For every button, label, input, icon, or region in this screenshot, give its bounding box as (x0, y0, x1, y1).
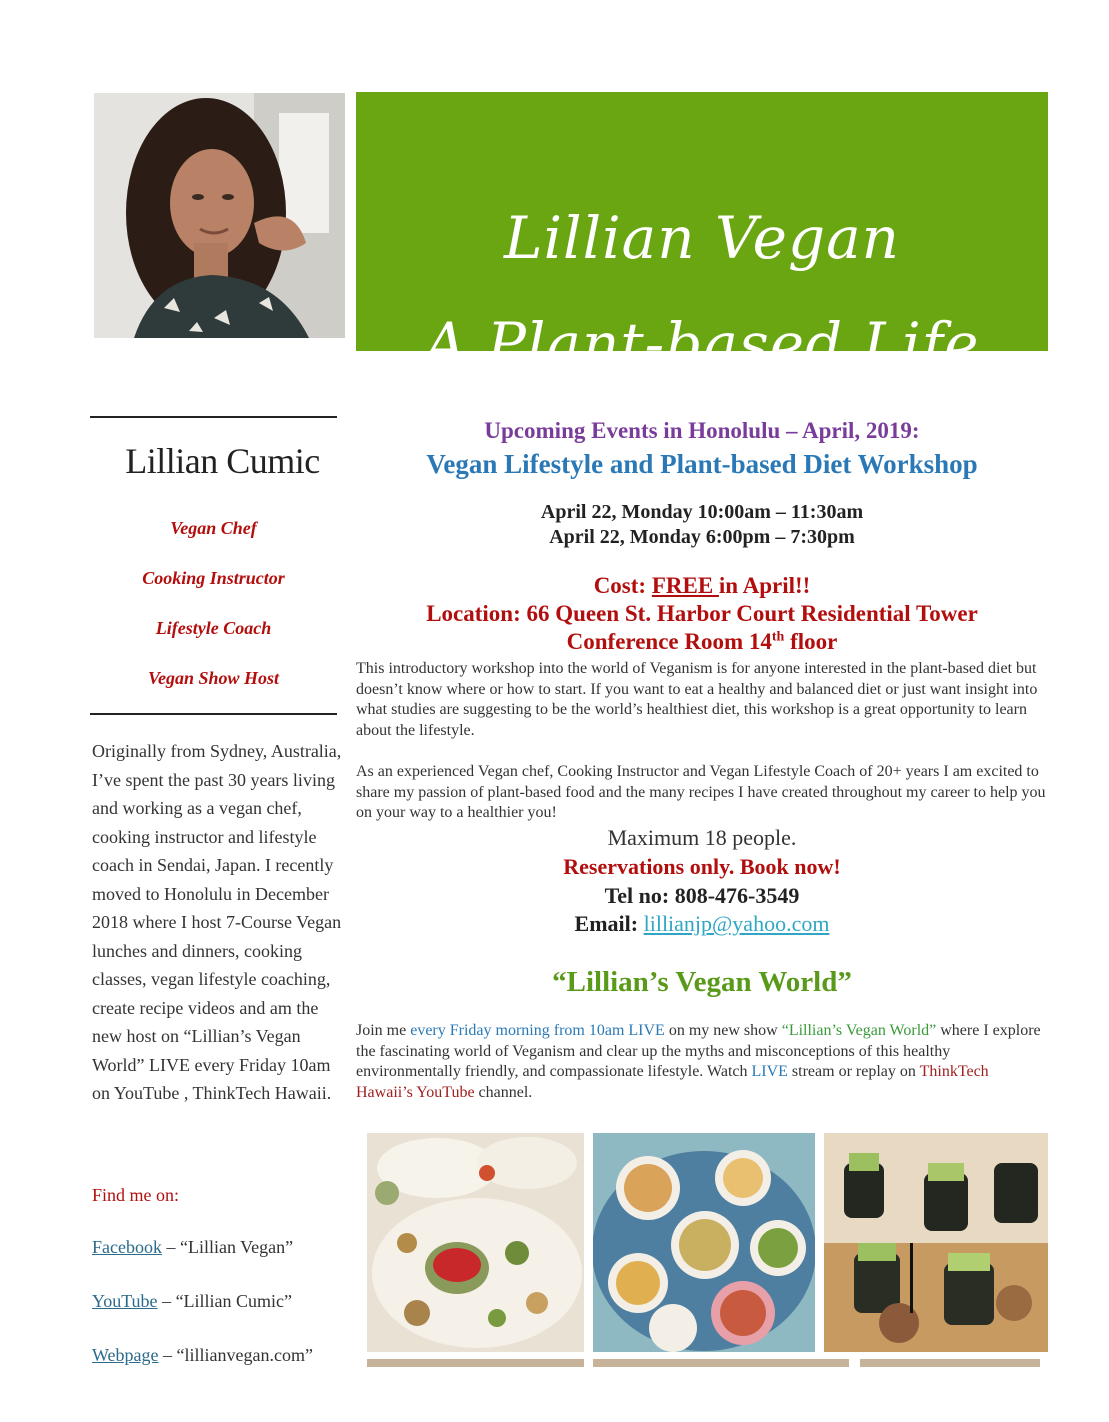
title-banner (356, 92, 1048, 378)
intro-paragraph: This introductory workshop into the world of Veganism is for anyone interested in the plant-based diet but doesn’t know where or how to start. If you want to eat a healthy and balanced diet or just want insight into what studies are suggesting to be the world’s healthiest diet, this workshop is a great opportunity to learn about the lifestyle. (356, 660, 1038, 739)
live-text: LIVE (751, 1063, 788, 1080)
max-people: Maximum 18 people. (607, 825, 797, 850)
show-paragraph (356, 1021, 1048, 1103)
show-heading: “Lillian’s Vegan World” (552, 966, 852, 998)
show-text: on my new show (664, 1022, 782, 1039)
social-facebook (92, 1237, 293, 1258)
sidebar-top-rule (90, 416, 337, 418)
events-heading: Upcoming Events in Honolulu – April, 2019: (484, 418, 920, 443)
food-photo-edge (593, 1359, 849, 1367)
youtube-link[interactable]: YouTube (92, 1291, 158, 1311)
social-webpage (92, 1345, 313, 1366)
show-text: where I explore the fascinating world of Veganism and clear up the myths and misconceptions of this healthy environmentally friendly, and compassionate lifestyle. Watch (356, 1022, 1041, 1080)
social-youtube (92, 1291, 292, 1312)
workshop-heading: Vegan Lifestyle and Plant-based Diet Workshop (426, 449, 978, 479)
cost-line (356, 573, 1048, 599)
channel-name: ThinkTech Hawaii’s YouTube (356, 1063, 989, 1101)
reservations-line: Reservations only. Book now! (563, 854, 841, 879)
food-photo (593, 1133, 815, 1352)
event-time: April 22, Monday 10:00am – 11:30am (540, 501, 864, 523)
portrait-photo (94, 93, 345, 338)
room-prefix: Conference Room 14 (566, 629, 772, 654)
role-item: Cooking Instructor (142, 568, 285, 588)
cost-prefix: Cost: (593, 573, 652, 598)
role-item: Lifestyle Coach (155, 618, 272, 638)
food-photo (824, 1133, 1048, 1352)
event-time: April 22, Monday 6:00pm – 7:30pm (549, 526, 855, 548)
experience-paragraph: As an experienced Vegan chef, Cooking Instructor and Vegan Lifestyle Coach of 20+ years I am excited to share my passion of plant-based food and the many recipes I have created throughout my career to help you on your way to a healthier you! (356, 763, 1046, 821)
show-text: stream or replay on (787, 1063, 920, 1080)
bio-text: Originally from Sydney, Australia, I’ve spent the past 30 years living and working as a vegan chef, cooking instructor and lifestyle coach in Sendai, Japan. I recently moved to Honolulu in December 2018 where I host 7-Course Vegan lunches and dinners, cooking classes, vegan lifestyle coaching, create recipe videos and am the new host on “Lillian’s Vegan World” LIVE every Friday 10am on YouTube , ThinkTech Hawaii. (92, 741, 342, 1103)
food-photo-edge (860, 1359, 1040, 1367)
role-item: Vegan Chef (170, 518, 257, 538)
facebook-link[interactable]: Facebook (92, 1237, 162, 1257)
banner-subtitle: A Plant-based Life (424, 310, 980, 378)
email-line (356, 911, 1048, 937)
social-text: – “lillianvegan.com” (158, 1345, 313, 1365)
email-label: Email: (574, 911, 644, 936)
banner-title: Lillian Vegan (503, 204, 901, 272)
room-suffix: floor (784, 629, 838, 654)
cost-suffix: in April!! (718, 573, 811, 598)
find-me-label: Find me on: (92, 1185, 180, 1205)
sidebar-name: Lillian Cumic (125, 441, 320, 481)
room-line (356, 629, 1048, 655)
social-text: – “Lillian Vegan” (161, 1237, 294, 1257)
room-sup: th (771, 629, 785, 645)
phone-line: Tel no: 808-476-3549 (604, 883, 800, 908)
location-line: Location: 66 Queen St. Harbor Court Residential Tower (426, 601, 978, 626)
show-text: channel. (474, 1083, 533, 1101)
show-schedule: every Friday morning from 10am LIVE (410, 1022, 665, 1039)
show-name: “Lillian’s Vegan World” (781, 1022, 937, 1039)
food-photo (367, 1133, 584, 1352)
email-link[interactable]: lillianjp@yahoo.com (643, 911, 830, 936)
show-text: Join me (356, 1022, 411, 1039)
role-item: Vegan Show Host (147, 668, 280, 688)
cost-free: FREE (651, 573, 719, 598)
social-text: – “Lillian Cumic” (157, 1291, 293, 1311)
sidebar-bottom-rule (90, 713, 337, 715)
food-photo-edge (367, 1359, 584, 1367)
webpage-link[interactable]: Webpage (92, 1345, 159, 1365)
